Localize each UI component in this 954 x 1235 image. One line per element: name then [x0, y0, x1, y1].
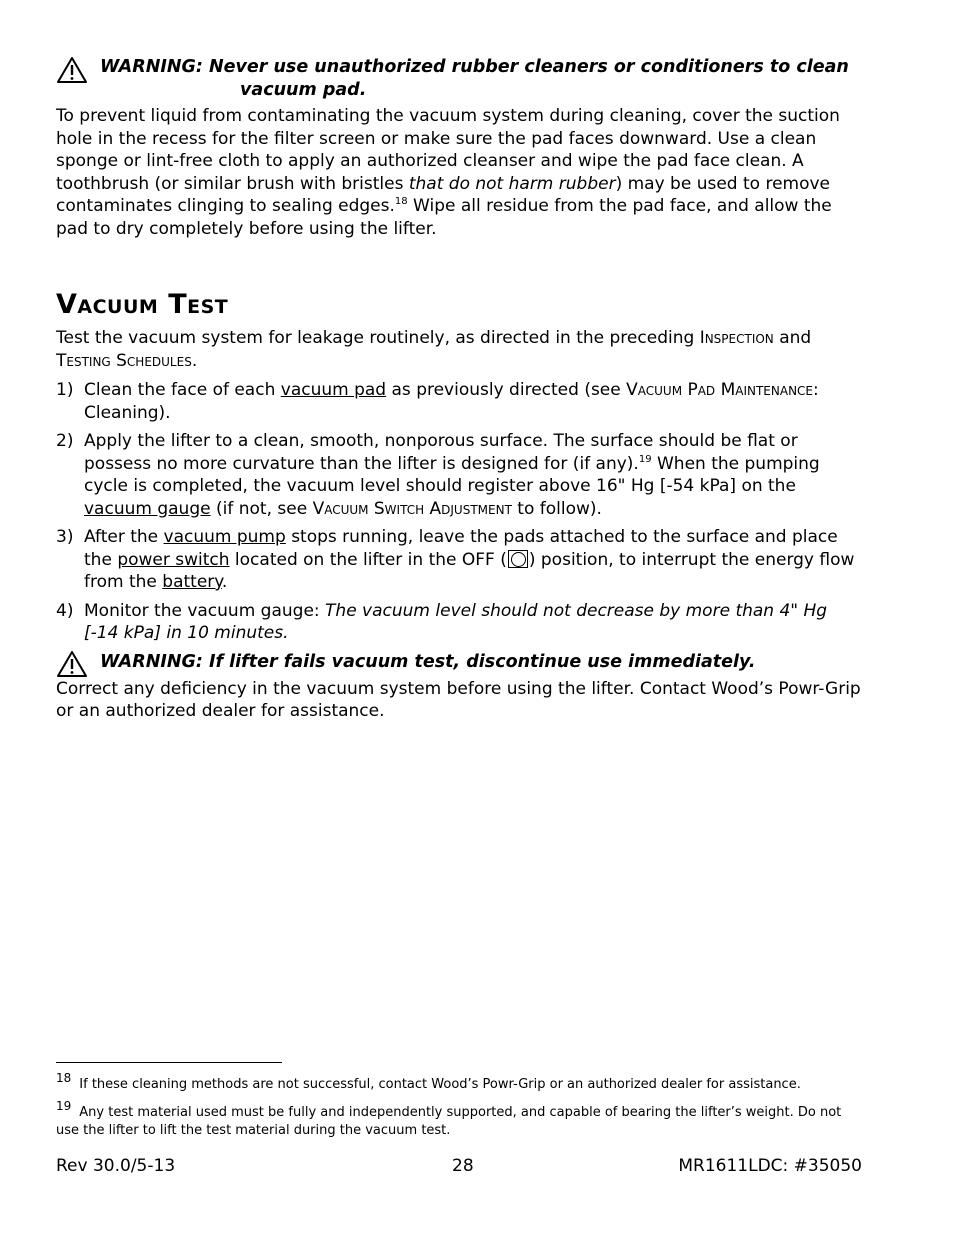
cleaning-text-italic: that do not harm rubber — [408, 173, 616, 194]
intro-ref-schedules: Testing Schedules — [56, 350, 192, 371]
step-number: 4) — [56, 600, 74, 621]
intro-ref-inspection: Inspection — [699, 328, 774, 348]
footnote-18 — [56, 1071, 862, 1094]
section-heading: Vacuum Test — [56, 289, 229, 320]
step-3 — [56, 526, 862, 594]
warning-text: WARNING: If lifter fails vacuum test, discontinue use immediately. — [100, 651, 756, 672]
step-number: 1) — [56, 380, 74, 400]
step-text: as previously directed (see — [386, 380, 627, 400]
step-text: (if not, see — [210, 498, 313, 519]
vacuum-gauge-link[interactable]: vacuum gauge — [84, 498, 211, 519]
footnote-divider — [56, 1062, 282, 1063]
intro-text-1: Test the vacuum system for leakage routinely, as directed in the preceding — [56, 328, 700, 348]
step-ref: Vacuum Pad Maintenance — [626, 380, 814, 400]
intro-text-2: and — [773, 328, 812, 348]
intro-paragraph — [56, 327, 862, 372]
step-number: 2) — [56, 431, 74, 451]
step-4 — [56, 600, 862, 645]
warning-triangle-icon — [56, 56, 88, 84]
footnote-ref-18[interactable]: 18 — [394, 196, 408, 207]
power-switch-link[interactable]: power switch — [117, 549, 230, 570]
step-text: ) position, to interrupt the energy flow from the — [84, 549, 855, 592]
warning-fail-test — [56, 650, 862, 675]
test-steps — [56, 379, 862, 645]
intro-text-3: . — [191, 350, 198, 371]
footnote-19 — [56, 1099, 862, 1140]
step-1 — [56, 379, 862, 424]
step-text: located on the lifter in the OFF ( — [229, 549, 507, 570]
page-content — [56, 56, 862, 723]
footnote-text: Any test material used must be fully and independently supported, and capable of bearing the lifter’s weight. Do not use the lifter to lift the test material during the vacuum test. — [56, 1105, 842, 1138]
step-ref: Vacuum Switch Adjustment — [312, 498, 512, 519]
revision-label: Rev 30.0/5-13 — [56, 1156, 176, 1176]
footnote-text: If these cleaning methods are not successful, contact Wood’s Powr-Grip or an authorized dealer for assistance. — [79, 1077, 801, 1092]
cleaning-text-3: Wipe all residue from the pad face, and allow the pad to dry completely before using the lifter. — [56, 196, 832, 239]
step-text: to follow). — [511, 498, 602, 519]
step-number: 3) — [56, 527, 74, 547]
warning-line-2: vacuum pad. — [240, 80, 367, 100]
step-text: After the — [84, 527, 164, 547]
off-position-icon — [508, 550, 528, 568]
page-number: 28 — [452, 1156, 474, 1176]
vacuum-pad-link[interactable]: vacuum pad — [280, 380, 387, 400]
vacuum-pump-link[interactable]: vacuum pump — [163, 527, 286, 547]
step-text: : Cleaning). — [84, 380, 819, 423]
battery-link[interactable]: battery — [162, 572, 222, 592]
footnote-number: 18 — [56, 1071, 72, 1085]
step-italic-text: The vacuum level should not decrease by more than 4" Hg [-14 kPa] in 10 minutes. — [84, 600, 828, 643]
closing-paragraph: Correct any deficiency in the vacuum system before using the lifter. Contact Wood’s Powr-Grip or an authorized dealer for assistance. — [56, 678, 861, 721]
step-text: Monitor the vacuum gauge: — [84, 600, 326, 621]
footnote-number: 19 — [56, 1099, 72, 1113]
cleaning-text-2: ) may be used to remove contaminates clinging to sealing edges. — [56, 173, 831, 216]
step-text: stops running, leave the pads attached to the surface and place the — [84, 527, 838, 570]
footnote-ref-19[interactable]: 19 — [638, 453, 652, 465]
warning-triangle-icon — [56, 650, 88, 678]
warning-line-1: WARNING: Never use unauthorized rubber cleaners or conditioners to clean — [100, 57, 849, 77]
step-2 — [56, 430, 862, 520]
step-text: Clean the face of each — [84, 380, 281, 400]
warning-rubber-cleaners — [56, 56, 862, 102]
step-text: Apply the lifter to a clean, smooth, nonporous surface. The surface should be flat or possess no more curvature than the lifter is designed for (if any). — [84, 431, 798, 474]
cleaning-text-1: To prevent liquid from contaminating the vacuum system during cleaning, cover the suction hole in the recess for the filter screen or make sure the pad faces downward. Use a clean sponge or lint-free cloth to apply an authorized cleanser and wipe the pad face clean. A toothbrush (or similar brush with bristles — [56, 106, 840, 194]
document-id: MR1611LDC: #35050 — [678, 1156, 862, 1176]
step-text: When the pumping cycle is completed, the vacuum level should register above 16" Hg [-54 kPa] on the — [84, 453, 820, 496]
cleaning-paragraph — [56, 105, 862, 240]
step-text: . — [221, 572, 228, 592]
